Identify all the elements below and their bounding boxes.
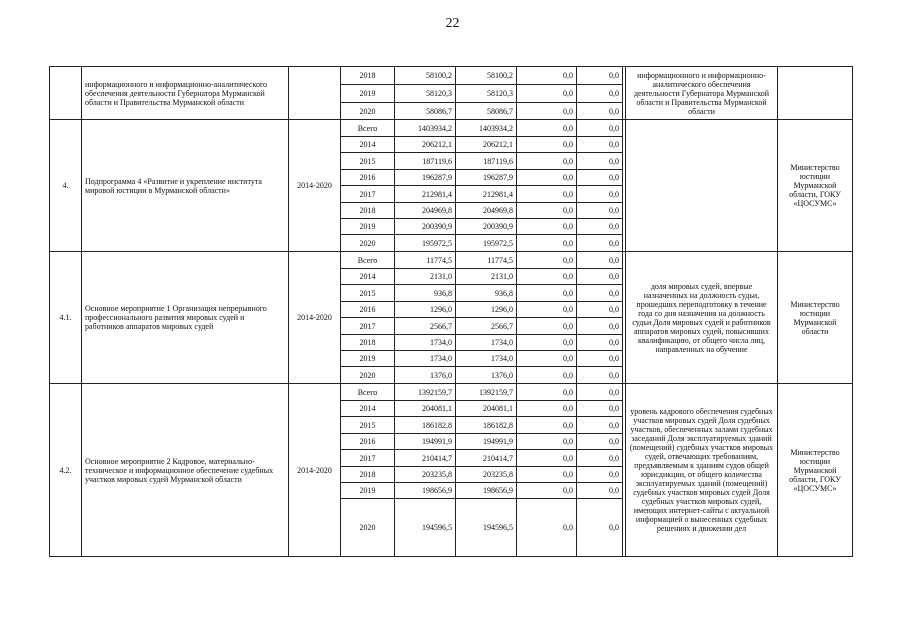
total-cell: 11774,5 <box>395 252 456 269</box>
year-cell: 2014 <box>341 269 395 285</box>
other-sources-cell: 0,0 <box>577 401 623 417</box>
executor-cell <box>778 67 853 120</box>
other-sources-cell: 0,0 <box>577 499 623 557</box>
other-sources-cell: 0,0 <box>577 137 623 153</box>
federal-budget-cell: 0,0 <box>517 302 577 318</box>
year-cell: 2017 <box>341 318 395 335</box>
federal-budget-cell: 0,0 <box>517 203 577 219</box>
regional-budget-cell: 2131,0 <box>456 269 517 285</box>
regional-budget-cell: 1403934,2 <box>456 120 517 137</box>
total-cell: 196287,9 <box>395 170 456 186</box>
regional-budget-cell: 1392159,7 <box>456 384 517 401</box>
federal-budget-cell: 0,0 <box>517 170 577 186</box>
table-row <box>50 252 853 269</box>
item-name: Подпрограмма 4 «Развитие и укрепление института мировой юстиции в Мурманской области» <box>82 120 289 252</box>
item-period: 2014-2020 <box>289 120 341 252</box>
other-sources-cell: 0,0 <box>577 384 623 401</box>
other-sources-cell: 0,0 <box>577 335 623 351</box>
item-name: информационного и информационно-аналитического обеспечения деятельности Губернатора Мурманской области и Правительства Мурманской области <box>82 67 289 120</box>
indicator-cell: уровень кадрового обеспечения судебных участков мировых судей Доля судебных участков, обеспеченных залами судебных заседаний Доля эксплуатируемых зданий (помещений) судебных участков мировых судей, отвечающих требованиям, предъявляемым к зданиям судов общей юрисдикции, от общего количества эксплуатируемых зданий (помещений) судебных участков мировых судей Доля судебных участков мировых судей, имеющих интернет-сайты с актуальной информацией о вынесенных судебных решениях и движении дел <box>626 384 778 557</box>
federal-budget-cell: 0,0 <box>517 483 577 499</box>
year-cell: 2016 <box>341 170 395 186</box>
total-cell: 2131,0 <box>395 269 456 285</box>
total-cell: 203235,8 <box>395 467 456 483</box>
federal-budget-cell: 0,0 <box>517 467 577 483</box>
total-cell: 204969,8 <box>395 203 456 219</box>
total-cell: 2566,7 <box>395 318 456 335</box>
other-sources-cell: 0,0 <box>577 417 623 434</box>
table-row <box>50 67 853 85</box>
year-cell: 2020 <box>341 235 395 252</box>
executor-cell: Министерство юстиции Мурманской области, ГОКУ «ЦОСУМС» <box>778 120 853 252</box>
other-sources-cell: 0,0 <box>577 120 623 137</box>
other-sources-cell: 0,0 <box>577 67 623 85</box>
federal-budget-cell: 0,0 <box>517 401 577 417</box>
indicator-cell: информационного и информационно-аналитического обеспечения деятельности Губернатора Мурманской области и Правительства Мурманской области <box>626 67 778 120</box>
regional-budget-cell: 1376,0 <box>456 367 517 384</box>
other-sources-cell: 0,0 <box>577 203 623 219</box>
total-cell: 1734,0 <box>395 351 456 367</box>
item-number <box>50 67 82 120</box>
table-row <box>50 120 853 137</box>
item-period: 2014-2020 <box>289 384 341 557</box>
year-cell: 2015 <box>341 153 395 170</box>
item-name: Основное мероприятие 1 Организация непрерывного профессионального развития мировых судей и работников аппаратов мировых судей <box>82 252 289 384</box>
other-sources-cell: 0,0 <box>577 467 623 483</box>
year-cell: 2020 <box>341 367 395 384</box>
federal-budget-cell: 0,0 <box>517 318 577 335</box>
other-sources-cell: 0,0 <box>577 235 623 252</box>
federal-budget-cell: 0,0 <box>517 235 577 252</box>
other-sources-cell: 0,0 <box>577 318 623 335</box>
executor-cell: Министерство юстиции Мурманской области, ГОКУ «ЦОСУМС» <box>778 384 853 557</box>
year-cell: 2015 <box>341 417 395 434</box>
other-sources-cell: 0,0 <box>577 219 623 235</box>
regional-budget-cell: 203235,8 <box>456 467 517 483</box>
other-sources-cell: 0,0 <box>577 170 623 186</box>
regional-budget-cell: 204969,8 <box>456 203 517 219</box>
total-cell: 206212,1 <box>395 137 456 153</box>
regional-budget-cell: 194596,5 <box>456 499 517 557</box>
other-sources-cell: 0,0 <box>577 351 623 367</box>
other-sources-cell: 0,0 <box>577 285 623 302</box>
table-row <box>50 384 853 401</box>
regional-budget-cell: 194991,9 <box>456 434 517 450</box>
federal-budget-cell: 0,0 <box>517 499 577 557</box>
regional-budget-cell: 1734,0 <box>456 335 517 351</box>
other-sources-cell: 0,0 <box>577 103 623 120</box>
year-cell: 2016 <box>341 434 395 450</box>
item-period: 2014-2020 <box>289 252 341 384</box>
regional-budget-cell: 58100,2 <box>456 67 517 85</box>
federal-budget-cell: 0,0 <box>517 285 577 302</box>
regional-budget-cell: 58120,3 <box>456 85 517 103</box>
other-sources-cell: 0,0 <box>577 483 623 499</box>
federal-budget-cell: 0,0 <box>517 67 577 85</box>
total-cell: 210414,7 <box>395 450 456 467</box>
total-cell: 194596,5 <box>395 499 456 557</box>
total-cell: 1392159,7 <box>395 384 456 401</box>
page-number: 22 <box>445 16 460 31</box>
year-cell: 2018 <box>341 467 395 483</box>
federal-budget-cell: 0,0 <box>517 417 577 434</box>
indicator-cell <box>626 120 778 252</box>
total-cell: 1296,0 <box>395 302 456 318</box>
year-cell: 2014 <box>341 137 395 153</box>
regional-budget-cell: 210414,7 <box>456 450 517 467</box>
total-cell: 200390,9 <box>395 219 456 235</box>
total-cell: 212981,4 <box>395 186 456 203</box>
regional-budget-cell: 2566,7 <box>456 318 517 335</box>
year-cell: 2019 <box>341 483 395 499</box>
federal-budget-cell: 0,0 <box>517 434 577 450</box>
federal-budget-cell: 0,0 <box>517 85 577 103</box>
year-cell: Всего <box>341 384 395 401</box>
total-cell: 198656,9 <box>395 483 456 499</box>
total-cell: 58100,2 <box>395 67 456 85</box>
regional-budget-cell: 936,8 <box>456 285 517 302</box>
federal-budget-cell: 0,0 <box>517 103 577 120</box>
total-cell: 58120,3 <box>395 85 456 103</box>
regional-budget-cell: 187119,6 <box>456 153 517 170</box>
year-cell: 2018 <box>341 203 395 219</box>
regional-budget-cell: 58086,7 <box>456 103 517 120</box>
year-cell: 2016 <box>341 302 395 318</box>
total-cell: 194991,9 <box>395 434 456 450</box>
year-cell: 2020 <box>341 499 395 557</box>
regional-budget-cell: 196287,9 <box>456 170 517 186</box>
total-cell: 936,8 <box>395 285 456 302</box>
federal-budget-cell: 0,0 <box>517 335 577 351</box>
other-sources-cell: 0,0 <box>577 434 623 450</box>
item-number: 4.1. <box>50 252 82 384</box>
regional-budget-cell: 198656,9 <box>456 483 517 499</box>
year-cell: 2015 <box>341 285 395 302</box>
total-cell: 1403934,2 <box>395 120 456 137</box>
year-cell: Всего <box>341 252 395 269</box>
other-sources-cell: 0,0 <box>577 367 623 384</box>
year-cell: 2018 <box>341 67 395 85</box>
federal-budget-cell: 0,0 <box>517 450 577 467</box>
year-cell: 2017 <box>341 186 395 203</box>
item-name: Основное мероприятие 2 Кадровое, материально-техническое и информационное обеспечение судебных участков мировых судей Мурманской области <box>82 384 289 557</box>
year-cell: 2019 <box>341 219 395 235</box>
regional-budget-cell: 212981,4 <box>456 186 517 203</box>
other-sources-cell: 0,0 <box>577 153 623 170</box>
total-cell: 58086,7 <box>395 103 456 120</box>
total-cell: 187119,6 <box>395 153 456 170</box>
regional-budget-cell: 11774,5 <box>456 252 517 269</box>
total-cell: 186182,8 <box>395 417 456 434</box>
total-cell: 204081,1 <box>395 401 456 417</box>
item-number: 4.2. <box>50 384 82 557</box>
federal-budget-cell: 0,0 <box>517 153 577 170</box>
year-cell: 2019 <box>341 85 395 103</box>
year-cell: 2014 <box>341 401 395 417</box>
federal-budget-cell: 0,0 <box>517 367 577 384</box>
regional-budget-cell: 1296,0 <box>456 302 517 318</box>
regional-budget-cell: 204081,1 <box>456 401 517 417</box>
program-table <box>49 66 853 557</box>
regional-budget-cell: 186182,8 <box>456 417 517 434</box>
other-sources-cell: 0,0 <box>577 450 623 467</box>
federal-budget-cell: 0,0 <box>517 120 577 137</box>
federal-budget-cell: 0,0 <box>517 219 577 235</box>
federal-budget-cell: 0,0 <box>517 351 577 367</box>
executor-cell: Министерство юстиции Мурманской области <box>778 252 853 384</box>
federal-budget-cell: 0,0 <box>517 269 577 285</box>
indicator-cell: доля мировых судей, впервые назначенных на должность судьи, прошедших переподготовку в течение года со дня назначения на должность судьи Доля мировых судей и работников аппаратов мировых судей, повысивших квалификацию, от общего числа лиц, направленных на обучение <box>626 252 778 384</box>
federal-budget-cell: 0,0 <box>517 252 577 269</box>
other-sources-cell: 0,0 <box>577 269 623 285</box>
other-sources-cell: 0,0 <box>577 252 623 269</box>
federal-budget-cell: 0,0 <box>517 137 577 153</box>
regional-budget-cell: 206212,1 <box>456 137 517 153</box>
other-sources-cell: 0,0 <box>577 302 623 318</box>
year-cell: 2019 <box>341 351 395 367</box>
other-sources-cell: 0,0 <box>577 85 623 103</box>
regional-budget-cell: 195972,5 <box>456 235 517 252</box>
federal-budget-cell: 0,0 <box>517 186 577 203</box>
item-number: 4. <box>50 120 82 252</box>
year-cell: 2017 <box>341 450 395 467</box>
total-cell: 195972,5 <box>395 235 456 252</box>
regional-budget-cell: 1734,0 <box>456 351 517 367</box>
year-cell: 2018 <box>341 335 395 351</box>
federal-budget-cell: 0,0 <box>517 384 577 401</box>
item-period <box>289 67 341 120</box>
year-cell: Всего <box>341 120 395 137</box>
year-cell: 2020 <box>341 103 395 120</box>
total-cell: 1376,0 <box>395 367 456 384</box>
other-sources-cell: 0,0 <box>577 186 623 203</box>
total-cell: 1734,0 <box>395 335 456 351</box>
regional-budget-cell: 200390,9 <box>456 219 517 235</box>
